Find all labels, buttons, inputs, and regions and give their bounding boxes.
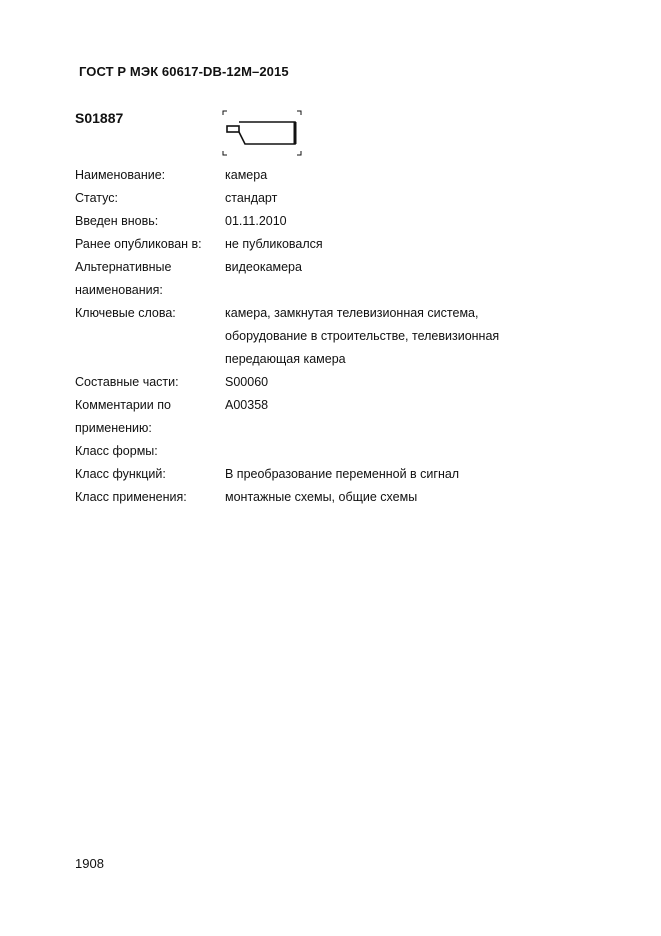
field-row: [75, 348, 595, 371]
field-value: камера, замкнутая телевизионная система,: [225, 306, 479, 320]
field-row: [75, 164, 595, 187]
field-label: Составные части:: [75, 375, 179, 389]
field-row: [75, 256, 595, 279]
field-row: [75, 302, 595, 325]
field-value: камера: [225, 168, 268, 182]
field-value: В преобразование переменной в сигнал: [225, 467, 460, 481]
field-row: [75, 440, 595, 463]
field-value: монтажные схемы, общие схемы: [225, 490, 418, 504]
field-row: [75, 394, 595, 417]
field-value: 01.11.2010: [225, 214, 287, 228]
field-label: [75, 348, 225, 371]
camera-symbol-icon: [221, 109, 303, 157]
field-label: наименования:: [75, 283, 163, 297]
field-label: [75, 325, 225, 348]
field-value: не публиковался: [225, 237, 323, 251]
field-label: Класс применения:: [75, 490, 187, 504]
field-value: S00060: [225, 375, 269, 389]
field-label: Наименование:: [75, 168, 166, 182]
field-label: Статус:: [75, 191, 118, 205]
field-value: передающая камера: [225, 352, 346, 366]
field-label: Введен вновь:: [75, 214, 159, 228]
symbol-code: S01887: [75, 110, 124, 126]
entry-fields: [75, 164, 595, 509]
field-row: [75, 187, 595, 210]
field-row: [75, 463, 595, 486]
field-label: Комментарии по: [75, 398, 171, 412]
field-row: [75, 279, 595, 302]
field-row: [75, 417, 595, 440]
field-row: [75, 210, 595, 233]
document-header: ГОСТ Р МЭК 60617-DB-12M–2015: [79, 64, 289, 79]
field-label: Класс формы:: [75, 444, 158, 458]
field-row: [75, 486, 595, 509]
field-label: Ключевые слова:: [75, 306, 176, 320]
field-value: видеокамера: [225, 260, 302, 274]
field-value: [225, 417, 595, 440]
field-value: стандарт: [225, 191, 278, 205]
field-label: применению:: [75, 421, 152, 435]
field-row: [75, 233, 595, 256]
field-value: [225, 279, 595, 302]
field-value: A00358: [225, 398, 269, 412]
field-row: [75, 371, 595, 394]
field-label: Класс функций:: [75, 467, 166, 481]
page-number: 1908: [75, 856, 104, 871]
field-row: [75, 325, 595, 348]
field-label: Ранее опубликован в:: [75, 237, 202, 251]
field-value: оборудование в строительстве, телевизионная: [225, 329, 500, 343]
field-value: [225, 440, 595, 463]
field-label: Альтернативные: [75, 260, 172, 274]
